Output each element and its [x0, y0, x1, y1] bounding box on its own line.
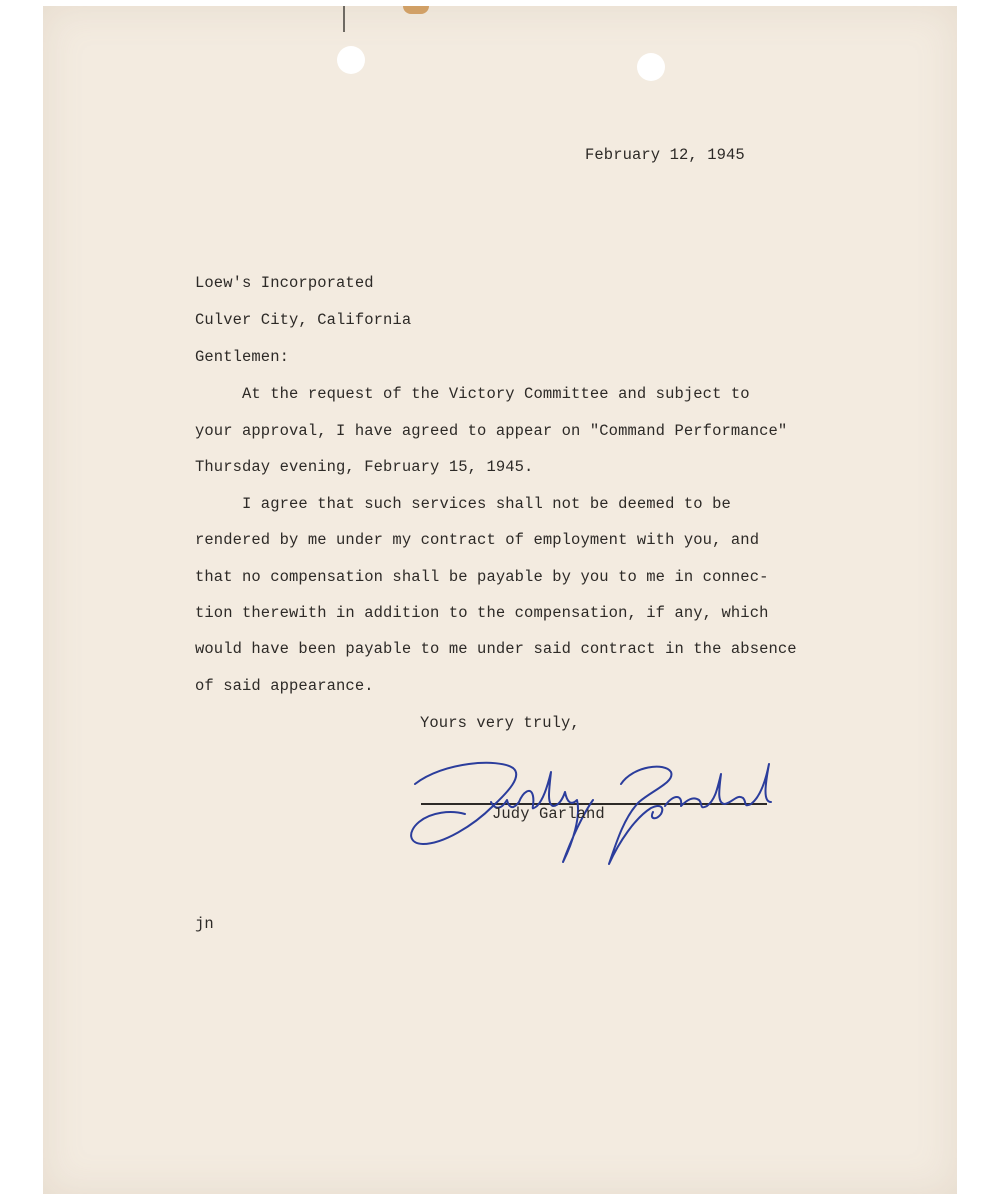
paragraph2-line2: rendered by me under my contract of employment with you, and	[195, 531, 760, 549]
salutation: Gentlemen:	[195, 348, 290, 366]
signatory-name: Judy Garland	[492, 805, 605, 823]
typist-initials: jn	[195, 915, 214, 933]
punch-hole-right	[637, 53, 665, 81]
addressee-location: Culver City, California	[195, 311, 412, 329]
paragraph2-line4: tion therewith in addition to the compensation, if any, which	[195, 604, 769, 622]
letter-date: February 12, 1945	[585, 146, 745, 164]
paper-crease	[343, 6, 345, 32]
paragraph1-line2: your approval, I have agreed to appear on "Command Performance"	[195, 422, 788, 440]
closing: Yours very truly,	[420, 714, 580, 732]
paragraph1-line3: Thursday evening, February 15, 1945.	[195, 458, 534, 476]
paragraph2-line3: that no compensation shall be payable by you to me in connec-	[195, 568, 769, 586]
paragraph2-line6: of said appearance.	[195, 677, 374, 695]
punch-hole-left	[337, 46, 365, 74]
paragraph2-line1: I agree that such services shall not be deemed to be	[195, 495, 731, 513]
paragraph2-line5: would have been payable to me under said contract in the absence	[195, 640, 797, 658]
letter-page	[43, 6, 957, 1194]
addressee-company: Loew's Incorporated	[195, 274, 374, 292]
paper-stain	[403, 6, 429, 14]
paragraph1-line1: At the request of the Victory Committee and subject to	[195, 385, 750, 403]
